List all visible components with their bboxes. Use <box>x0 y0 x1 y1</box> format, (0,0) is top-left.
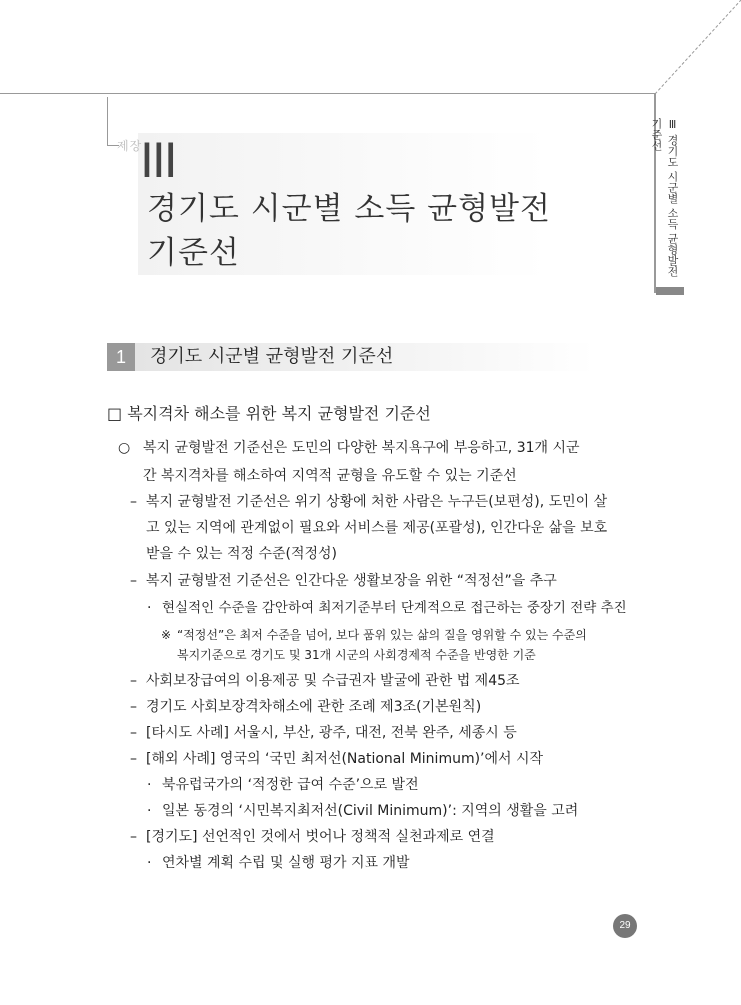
dash6-dot1-text: 북유럽국가의 ‘적정한 급여 수준’으로 발전 <box>162 777 419 793</box>
note-marker: ※ <box>161 628 172 642</box>
dash6-dot2-text: 일본 동경의 ‘시민복지최저선(Civil Minimum)’: 지역의 생활을 고려 <box>162 803 579 819</box>
dot-marker: · <box>147 777 152 793</box>
dash-marker: – <box>130 494 137 510</box>
note-line2: 복지기준으로 경기도 및 31개 시군의 사회경제적 수준을 반영한 기준 <box>177 648 536 662</box>
circle-line1: 복지 균형발전 기준선은 도민의 다양한 복지욕구에 부응하고, 31개 시군 <box>143 440 580 456</box>
dot-marker: · <box>147 855 152 871</box>
section-number: 1 <box>107 343 135 371</box>
dash-marker: – <box>130 751 137 767</box>
dash-marker: – <box>130 573 137 589</box>
dash-marker: – <box>130 673 137 689</box>
dash4-text: 경기도 사회보장격차해소에 관한 조례 제3조(기본원칙) <box>146 699 482 715</box>
dash3-text: 사회보장급여의 이용제공 및 수급권자 발굴에 관한 법 제45조 <box>146 673 520 689</box>
circle-marker: ○ <box>118 440 131 456</box>
header-rule <box>0 93 656 94</box>
circle-line2: 간 복지격차를 해소하여 지역적 균형을 유도할 수 있는 기준선 <box>143 468 517 484</box>
content-heading: □ 복지격차 해소를 위한 복지 균형발전 기준선 <box>107 404 431 423</box>
chapter-title <box>147 187 551 275</box>
chapter-number: III <box>140 132 176 188</box>
dash1-line1: 복지 균형발전 기준선은 위기 상황에 처한 사람은 누구든(보편성), 도민이 살 <box>146 494 608 510</box>
chapter-bracket <box>107 97 108 145</box>
section-title: 경기도 시군별 균형발전 기준선 <box>150 346 394 367</box>
page-number: 29 <box>613 914 637 938</box>
dash-marker: – <box>130 829 137 845</box>
side-label-line2: 기준선 <box>650 118 663 151</box>
dash7-text: [경기도] 선언적인 것에서 벗어나 정책적 실천과제로 연결 <box>146 829 495 845</box>
chapter-title-line2: 기준선 <box>147 235 240 271</box>
dash1-line3: 받을 수 있는 적정 수준(적정성) <box>146 546 338 562</box>
dash2-dot-text: 현실적인 수준을 감안하여 최저기준부터 단계적으로 접근하는 중장기 전략 추진 <box>162 600 627 616</box>
side-label-bar <box>656 287 684 295</box>
dot-marker: · <box>147 803 152 819</box>
dash7-dot-text: 연차별 계획 수립 및 실행 평가 지표 개발 <box>162 855 410 871</box>
dash-marker: – <box>130 699 137 715</box>
corner-diagonal-decoration <box>655 0 741 94</box>
chapter-title-line1: 경기도 시군별 소득 균형발전 <box>147 191 551 227</box>
side-label-line1: Ⅲ 경기도 시군별 소득 균형발전 <box>666 118 679 277</box>
side-chapter-label <box>650 118 680 277</box>
dash-marker: – <box>130 725 137 741</box>
dash5-text: [타시도 사례] 서울시, 부산, 광주, 대전, 전북 완주, 세종시 등 <box>146 725 517 741</box>
note-line1: “적정선”은 최저 수준을 넘어, 보다 품위 있는 삶의 질을 영위할 수 있는 수준의 <box>177 628 587 642</box>
dot-marker: · <box>147 600 152 616</box>
dash6-text: [해외 사례] 영국의 ‘국민 최저선(National Minimum)’에서 시작 <box>146 751 544 767</box>
chapter-word: 제장 <box>117 139 143 153</box>
dash1-line2: 고 있는 지역에 관계없이 필요와 서비스를 제공(포괄성), 인간다운 삶을 보호 <box>146 520 608 536</box>
dash2-text: 복지 균형발전 기준선은 인간다운 생활보장을 위한 “적정선”을 추구 <box>146 573 557 589</box>
